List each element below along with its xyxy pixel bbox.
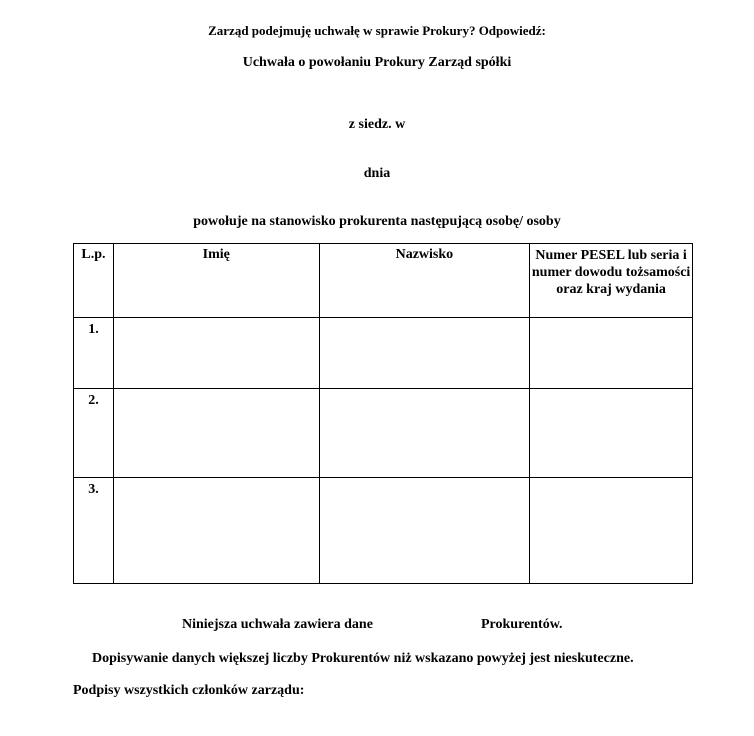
id-number-cell[interactable] — [530, 389, 693, 478]
appointment-line: powołuje na stanowisko prokurenta następującą osobę/ osoby — [193, 214, 561, 229]
header-last-name: Nazwisko — [319, 244, 530, 318]
signatures-label: Podpisy wszystkich członków zarządu: — [73, 683, 305, 698]
table-row — [74, 389, 693, 478]
document-title: Uchwała o powołaniu Prokury Zarząd spółki — [242, 55, 512, 70]
contains-data-count-text: Prokurentów. — [481, 617, 563, 632]
header-id-number: Numer PESEL lub seria i numer dowodu tożsamości oraz kraj wydania — [530, 244, 693, 318]
table-header-row — [74, 244, 693, 318]
header-first-name: Imię — [113, 244, 319, 318]
table-row — [74, 478, 693, 584]
first-name-cell[interactable] — [113, 389, 319, 478]
last-name-cell[interactable] — [319, 389, 530, 478]
warning-text: Dopisywanie danych większej liczby Prokurentów niż wskazano powyżej jest nieskuteczne. — [92, 651, 634, 666]
table-row — [74, 318, 693, 389]
row-number: 3. — [74, 478, 114, 584]
row-number: 1. — [74, 318, 114, 389]
first-name-cell[interactable] — [113, 478, 319, 584]
header-lp: L.p. — [74, 244, 114, 318]
last-name-cell[interactable] — [319, 318, 530, 389]
last-name-cell[interactable] — [319, 478, 530, 584]
id-number-cell[interactable] — [530, 478, 693, 584]
seat-line: z siedz. w — [348, 117, 406, 132]
proxy-table — [73, 243, 693, 584]
date-line: dnia — [363, 166, 391, 181]
contains-data-text: Niniejsza uchwała zawiera dane — [182, 617, 373, 632]
question-line: Zarząd podejmuję uchwałę w sprawie Prokury? Odpowiedź: — [208, 23, 546, 38]
row-number: 2. — [74, 389, 114, 478]
id-number-cell[interactable] — [530, 318, 693, 389]
first-name-cell[interactable] — [113, 318, 319, 389]
